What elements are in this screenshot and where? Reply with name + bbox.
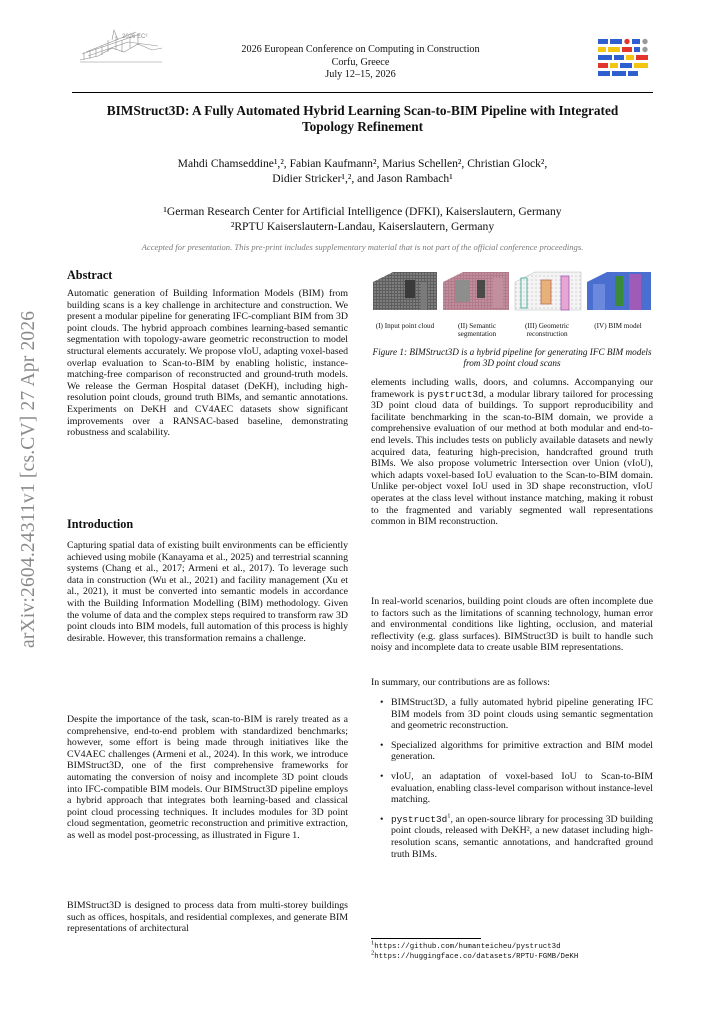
authors-line: Mahdi Chamseddine¹,², Fabian Kaufmann², Marius Schellen², Christian Glock², [177,157,548,170]
title-line: Topology Refinement [301,118,424,134]
footnote-mark: 1 [447,812,451,820]
acceptance-note: Accepted for presentation. This pre-print includes supplementary material that is not part of the official conference proceedings. [141,242,584,252]
pipeline-figure [371,270,653,326]
footnote-mark: 1 [371,939,375,947]
paper-title [60,103,665,134]
intro-paragraph-2: Despite the importance of the task, scan-to-BIM is rarely treated as a comprehensive, end-to-end problem with standardized benchmarks; however, some effort is being made through initiatives like the CV4AEC challenges (Armeni et al., 2024). In this work, we introduce BIMStruct3D, one of the first comprehensive frameworks for automating the conversion of noisy and incomplete 3D point clouds into IFC-compatible BIM models. Our BIMStruct3D pipeline employs a hybrid approach that integrates both learning-based and classical point cloud processing techniques. It includes modules for 3D point cloud segmentation, geometric reconstruction and primitive extraction, as well as model post-processing, as illustrated in Figure 1. [67,714,348,841]
affiliation-line: ¹German Research Center for Artificial Intelligence (DFKI), Kaiserslautern, Germany [163,205,562,218]
affiliation-line: ²RPTU Kaiserslautern-Landau, Kaiserslautern, Germany [230,219,495,233]
conference-name: 2026 European Conference on Computing in Construction [241,44,480,55]
figure-caption: Figure 1: BIMStruct3D is a hybrid pipeline for generating IFC BIM models from 3D point cloud scans [372,347,652,368]
list-item-text: Specialized algorithms for primitive extraction and BIM model generation. [391,739,653,763]
authors-line: Didier Stricker¹,², and Jason Rambach¹ [272,172,453,185]
library-name: pystruct3d [391,813,448,825]
affiliations [60,205,665,234]
input-point-cloud-thumbnail [373,272,437,310]
figure-label-bim: (IV) BIM model [594,322,642,330]
figure-label-segmentation: (II) Semantic segmentation [457,322,497,339]
list-item: • $pystruct3d^1$, an open-source library for processing 3D building point clouds, released with DeKH², a new dataset including high-resolution scans, semantic annotations, and handcrafted ground truth BIMs. [380,812,653,860]
semantic-segmentation-thumbnail [443,272,509,310]
geometric-reconstruction-thumbnail [515,272,581,310]
footnote-url[interactable]: https://github.com/humanteicheu/pystruct3d [374,943,561,951]
bim-model-thumbnail [587,272,651,310]
conference-location: Corfu, Greece [331,56,390,68]
list-item: • vIoU, an adaptation of voxel-based IoU to Scan-to-BIM evaluation, enabling class-level comparison without instance-level matching. [380,770,653,806]
list-item: • BIMStruct3D, a fully automated hybrid pipeline generating IFC BIM models from 3D point clouds using semantic segmentation and geometric reconstruction. [380,697,653,732]
contributions-list [377,697,653,868]
author-list [60,156,665,186]
figure-label-reconstruction: (III) Geometric reconstruction [524,322,570,339]
abstract-text: Automatic generation of Building Information Models (BIM) from building scans is a key challenge in architecture and construction. We present a modular pipeline for generating IFC-compliant BIM from 3D point clouds. The hybrid approach combines learning-based semantic segmentation with topology-aware geometric reconstruction to model structural elements accurately. We propose vIoU, adapting voxel-based overlap evaluation to Scan-to-BIM by enabling holistic, instance-matching-free comparison of reconstructed and ground-truth models. We release the German Hospital dataset (DeKH), including high-resolution point clouds, ground truth BIMs, and semantic annotations. Experiments on DeKH and CV4AEC datasets show significant improvements over a RANSAC-based baseline, demonstrating robustness and scalability. [67,288,348,439]
list-item-text: vIoU, an adaptation of voxel-based IoU to Scan-to-BIM evaluation, enabling class-level comparison without instance-level matching. [391,770,653,806]
svg-text:2026 EC³: 2026 EC³ [122,34,148,40]
header-rule [72,92,653,93]
title-line: BIMStruct3D: A Fully Automated Hybrid Learning Scan-to-BIM Pipeline with Integrated [106,103,619,118]
right-paragraph-2: In real-world scenarios, building point clouds are often incomplete due to factors such as the limitations of scanning technology, human error and environmental conditions like lighting, occlusion, and material reflectivity (e.g. glass surfaces). BIMStruct3D is built to handle such noisy and incomplete data to create usable BIM representations. [371,596,653,654]
paragraph-text: , a modular library tailored for processing 3D point cloud data of buildings. To support reproducibility and facilitate benchmarking in the scan-to-BIM domain, we provide a comprehensive evaluation of our method at both modular and end-to-end levels. This includes tests on publicly available datasets and newly acquired data, featuring high-precision, handcrafted ground truth BIMs. We also propose volumetric Intersection over Union (vIoU), which adapts voxel-based IoU evaluation to the Scan-to-BIM domain. Unlike per-object voxel IoU used in 3D shape reconstruction, vIoU operates at the class level without instance matching, making it robust to the fragmented and variably segmented wall representations common in BIM reconstruction. [371,388,653,528]
paragraph-text: elements including walls, doors, and columns. Accompanying our framework is [371,377,653,400]
list-item-text: BIMStruct3D, a fully automated hybrid pipeline generating IFC BIM models from 3D point clouds using semantic segmentation and geometric reconstruction. [391,697,653,732]
arxiv-identifier[interactable]: arXiv:2604.24311v1 [cs.CV] 27 Apr 2026 [18,310,39,648]
list-item: • Specialized algorithms for primitive extraction and BIM model generation. [380,739,653,763]
list-item-text: , an open-source library for processing 3D building point clouds, released with DeKH², a new dataset including high-resolution scans, semantic annotations, and handcrafted ground truth BIMs. [391,813,653,860]
right-paragraph-3: In summary, our contributions are as follows: [371,677,550,688]
intro-paragraph-1: Capturing spatial data of existing built environments can be efficiently achieved using mobile (Kanayama et al., 2025) and terrestrial scanning systems (Chang et al., 2017; Armeni et al., 2017). To leverage such data in construction (Wu et al., 2021) and facility management (Xu et al., 2021), it must be converted into semantic models in accordance with the Building Information Modelling (BIM) methodology. Given the volume of data and the complex steps required to transform raw 3D point clouds into BIM models, full automation of this process is highly desirable. However, this transformation remains a challenge. [67,540,349,644]
conference-dates: July 12–15, 2026 [325,69,396,81]
library-name: pystruct3d [427,388,484,400]
footnote-mark: 2 [371,949,375,957]
abstract-heading: Abstract [67,268,113,282]
footnote-rule [371,938,481,939]
right-paragraph-1 [371,377,653,528]
organizer-logo [597,38,651,78]
figure-label-input: (I) Input point cloud [375,322,435,330]
introduction-heading: Introduction [67,517,134,531]
intro-paragraph-3: BIMStruct3D is designed to process data from multi-storey buildings such as offices, hospitals, and residential complexes, and generate BIM representations of architectural [67,900,348,935]
footnote-url[interactable]: https://huggingface.co/datasets/RPTU-FGMB/DeKH [374,953,579,961]
footnote-2 [371,951,661,962]
